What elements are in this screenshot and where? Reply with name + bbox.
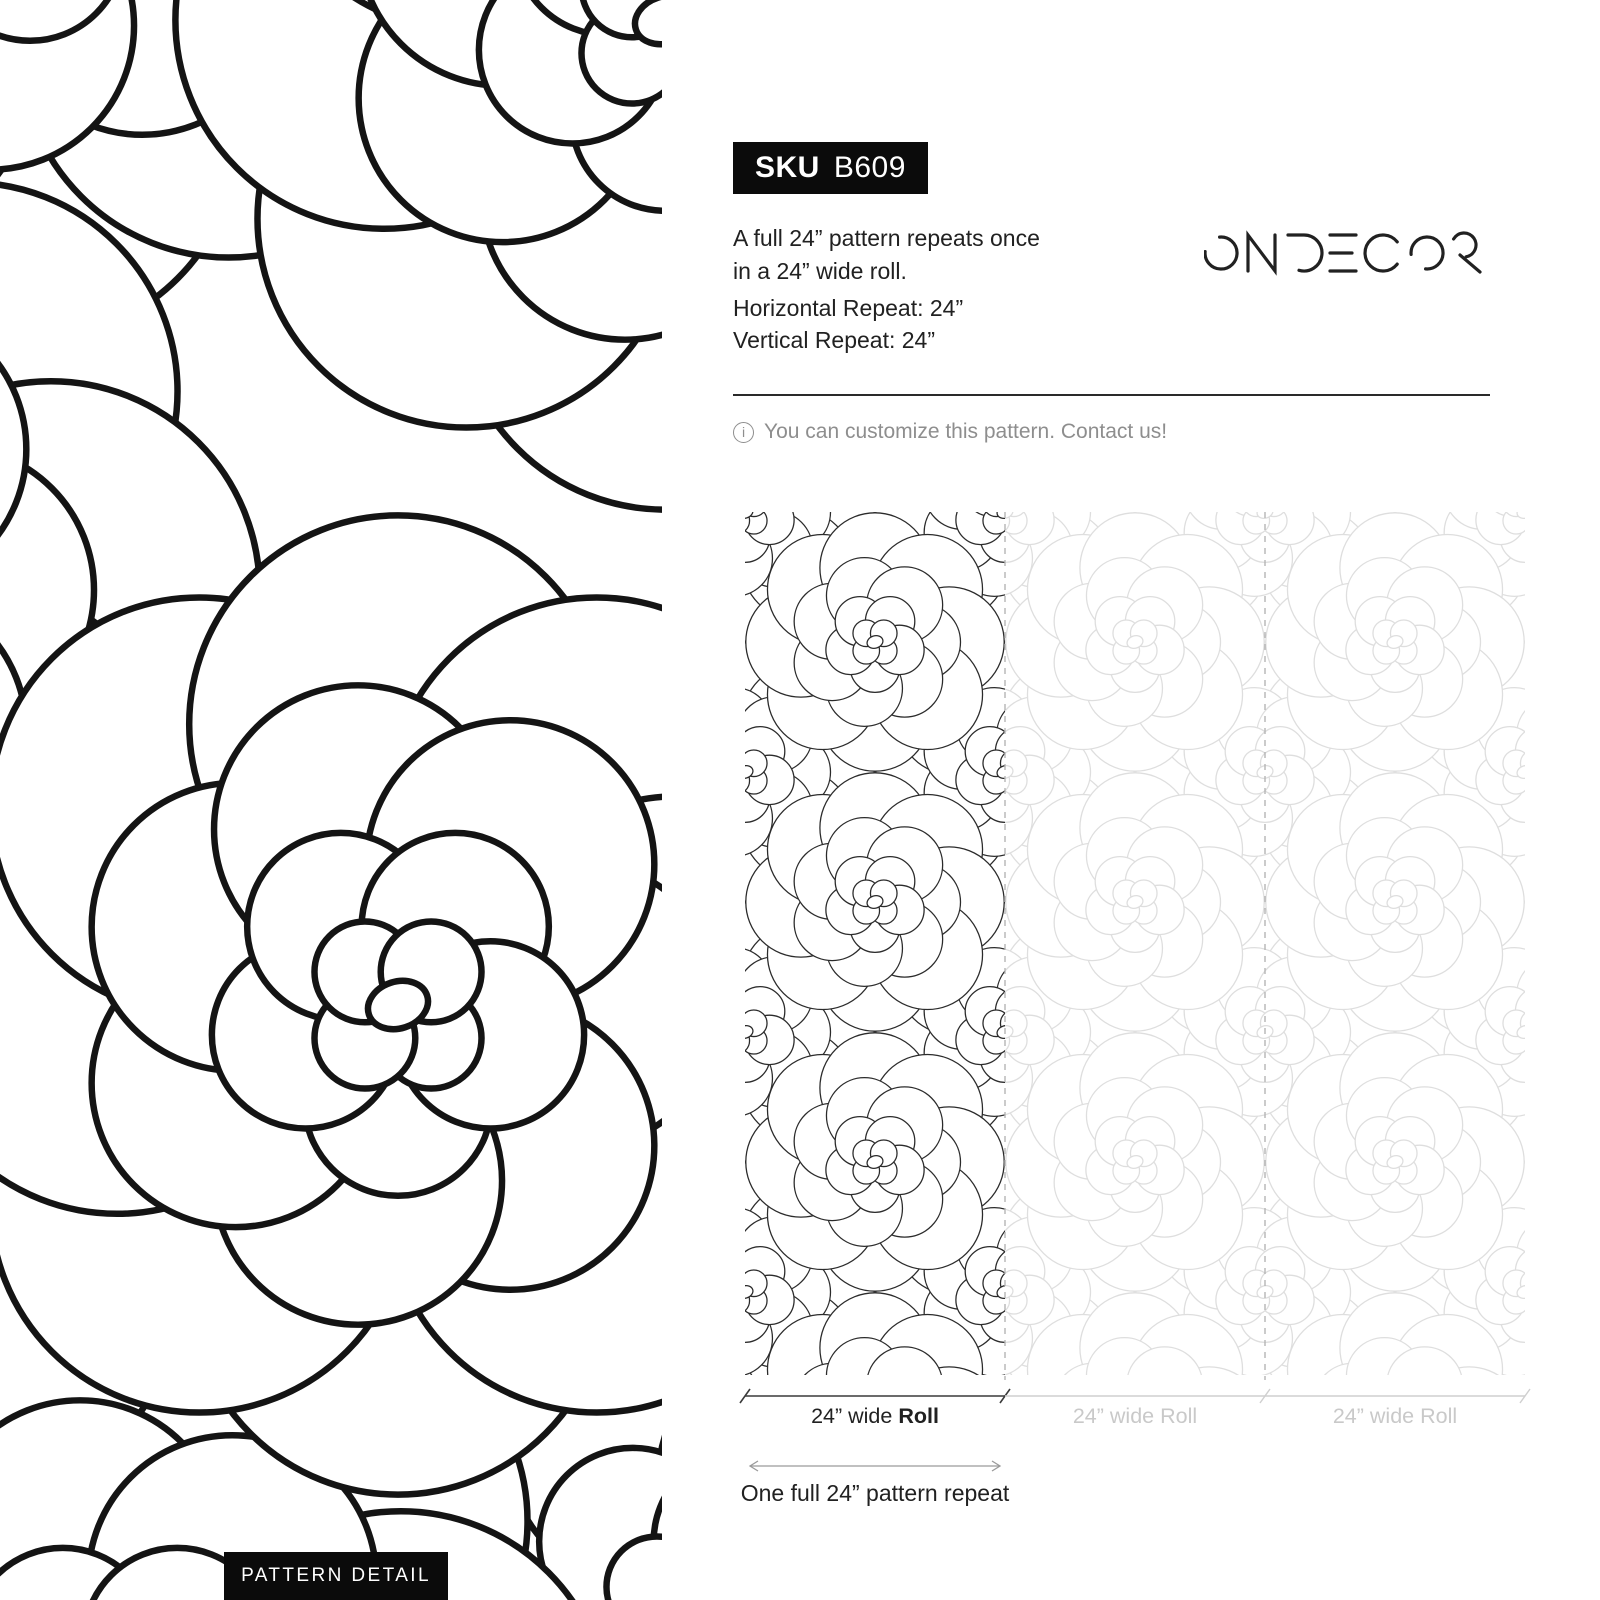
repeat-description-line2: in a 24” wide roll.	[733, 258, 907, 284]
info-icon: i	[733, 422, 754, 443]
sku-value: B609	[833, 151, 906, 184]
roll-strip-2	[1005, 512, 1265, 1375]
vertical-repeat: Vertical Repeat: 24”	[733, 327, 936, 353]
roll-1-width-label: 24” wide Roll	[811, 1404, 939, 1428]
divider-rule	[733, 394, 1490, 396]
sku-label: SKU	[755, 151, 820, 184]
roll-2-width-label: 24” wide Roll	[1072, 1404, 1198, 1428]
customize-note-text: You can customize this pattern. Contact us!	[764, 420, 1168, 443]
pattern-detail-badge	[224, 1552, 448, 1600]
roll-3-width-label: 24” wide Roll	[1332, 1404, 1458, 1428]
horizontal-repeat: Horizontal Repeat: 24”	[733, 295, 964, 321]
repeat-description	[733, 222, 1040, 288]
roll-strip-3	[1265, 512, 1525, 1375]
customize-note	[733, 420, 1167, 444]
pattern-detail-badge-label: PATTERN DETAIL	[241, 1565, 431, 1586]
repeat-caption: One full 24” pattern repeat	[740, 1480, 1010, 1506]
repeat-description-line1: A full 24” pattern repeats once	[733, 225, 1040, 251]
sku-badge	[733, 142, 928, 194]
repeat-specs	[733, 292, 963, 356]
roll-strips	[745, 512, 1525, 1380]
pattern-detail-panel	[0, 0, 662, 1600]
roll-strip-1	[745, 512, 1005, 1375]
pattern-detail-art	[0, 0, 662, 1600]
ondecor-logo	[1204, 226, 1490, 280]
repeat-extent-arrow	[745, 1458, 1005, 1474]
